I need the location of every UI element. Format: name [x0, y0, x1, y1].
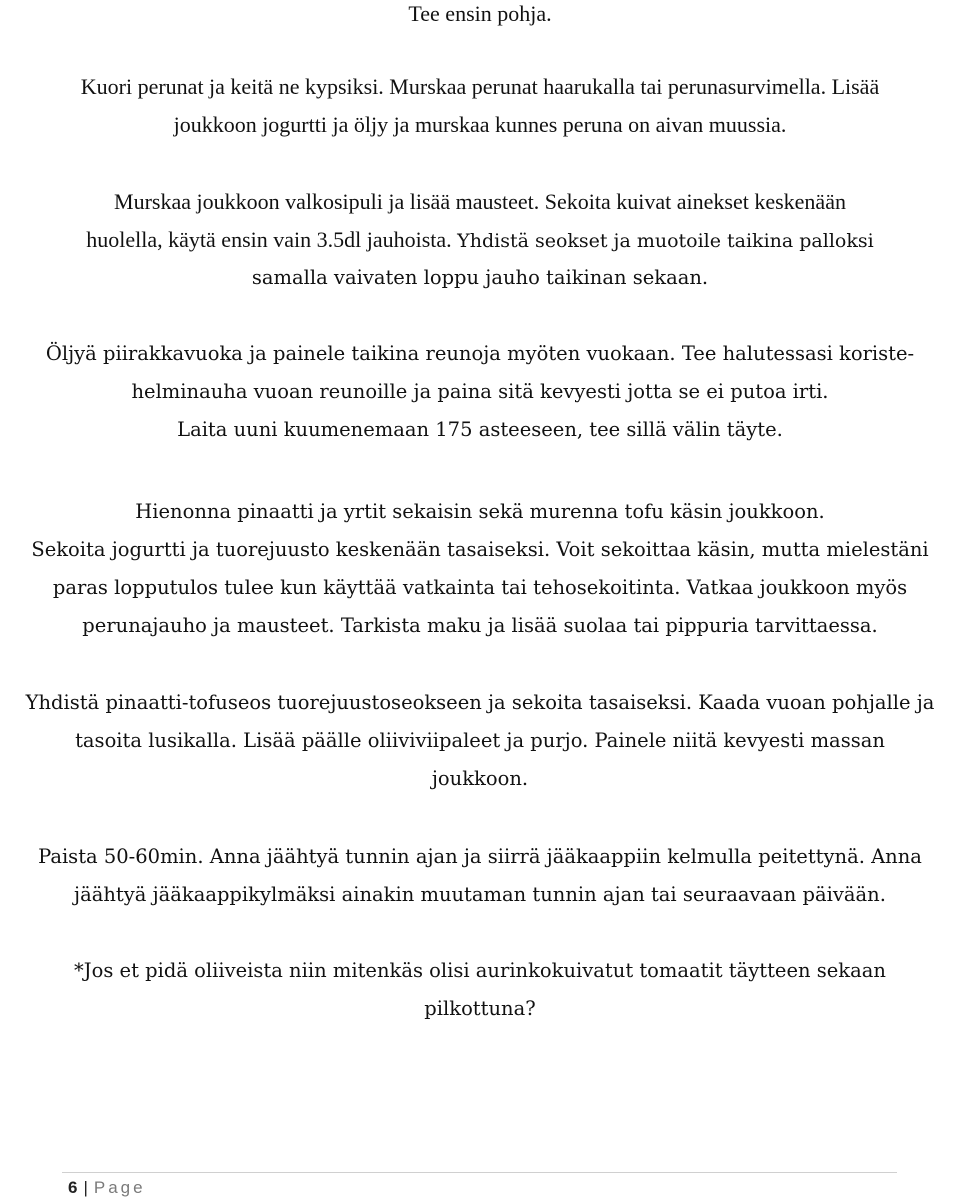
paragraph-pan: [0, 335, 960, 449]
paragraph-note: [0, 952, 960, 1028]
text-line: helminauha vuoan reunoille ja paina sitä kevyesti jotta se ei putoa irti.: [131, 380, 829, 403]
text-line: perunajauho ja mausteet. Tarkista maku ja lisää suolaa tai pippuria tarvittaessa.: [82, 614, 878, 637]
text-line: [0, 221, 960, 259]
text-fragment: huolella, käytä ensin vain 3.5dl jauhoista.: [86, 227, 458, 252]
text-line: Kuori perunat ja keitä ne kypsiksi. Murskaa perunat haarukalla tai perunasurvimella. Lisää: [80, 74, 880, 99]
paragraph-assemble: [0, 684, 960, 798]
page-number: 6: [68, 1178, 78, 1197]
text-line: Paista 50-60min. Anna jäähtyä tunnin ajan ja siirrä jääkaappiin kelmulla peitettynä. Anna: [38, 845, 922, 868]
paragraph-dough: [0, 183, 960, 297]
footer-separator: |: [83, 1178, 88, 1197]
text-line: paras lopputulos tulee kun käyttää vatkainta tai tehosekoitinta. Vatkaa joukkoon myös: [52, 576, 908, 599]
paragraph-intro: [0, 0, 960, 33]
paragraph-bake: [0, 838, 960, 914]
text-line: Yhdistä pinaatti-tofuseos tuorejuustoseokseen ja sekoita tasaiseksi. Kaada vuoan pohjalle ja: [25, 691, 935, 714]
text-line: joukkoon.: [431, 767, 529, 790]
text-line: Tee ensin pohja.: [408, 1, 552, 26]
text-line: Öljyä piirakkavuoka ja painele taikina reunoja myöten vuokaan. Tee halutessasi koriste-: [45, 342, 915, 365]
text-line: samalla vaivaten loppu jauho taikinan sekaan.: [251, 266, 709, 289]
text-fragment: Yhdistä seokset ja muotoile taikina palloksi: [457, 230, 874, 252]
text-line: Hienonna pinaatti ja yrtit sekaisin sekä murenna tofu käsin joukkoon.: [135, 500, 825, 523]
text-line: Laita uuni kuumenemaan 175 asteeseen, tee sillä välin täyte.: [177, 418, 783, 441]
text-line: Murskaa joukkoon valkosipuli ja lisää mausteet. Sekoita kuivat ainekset keskenään: [114, 189, 846, 214]
text-line: pilkottuna?: [424, 997, 536, 1020]
page-label: Page: [93, 1178, 146, 1197]
text-line: *Jos et pidä oliiveista niin mitenkäs olisi aurinkokuivatut tomaatit täytteen sekaan: [74, 959, 886, 982]
text-line: jäähtyä jääkaappikylmäksi ainakin muutaman tunnin ajan tai seuraavaan päivään.: [74, 883, 886, 906]
text-line: Sekoita jogurtti ja tuorejuusto keskenään tasaiseksi. Voit sekoittaa käsin, mutta mielestäni: [31, 538, 929, 561]
page-footer: [68, 1177, 146, 1199]
text-line: tasoita lusikalla. Lisää päälle oliiviviipaleet ja purjo. Painele niitä kevyesti massan: [75, 729, 885, 752]
text-line: joukkoon jogurtti ja öljy ja murskaa kunnes peruna on aivan muussia.: [173, 112, 787, 137]
footer-divider: [62, 1172, 897, 1173]
paragraph-filling: [0, 493, 960, 645]
paragraph-potatoes: [0, 68, 960, 144]
